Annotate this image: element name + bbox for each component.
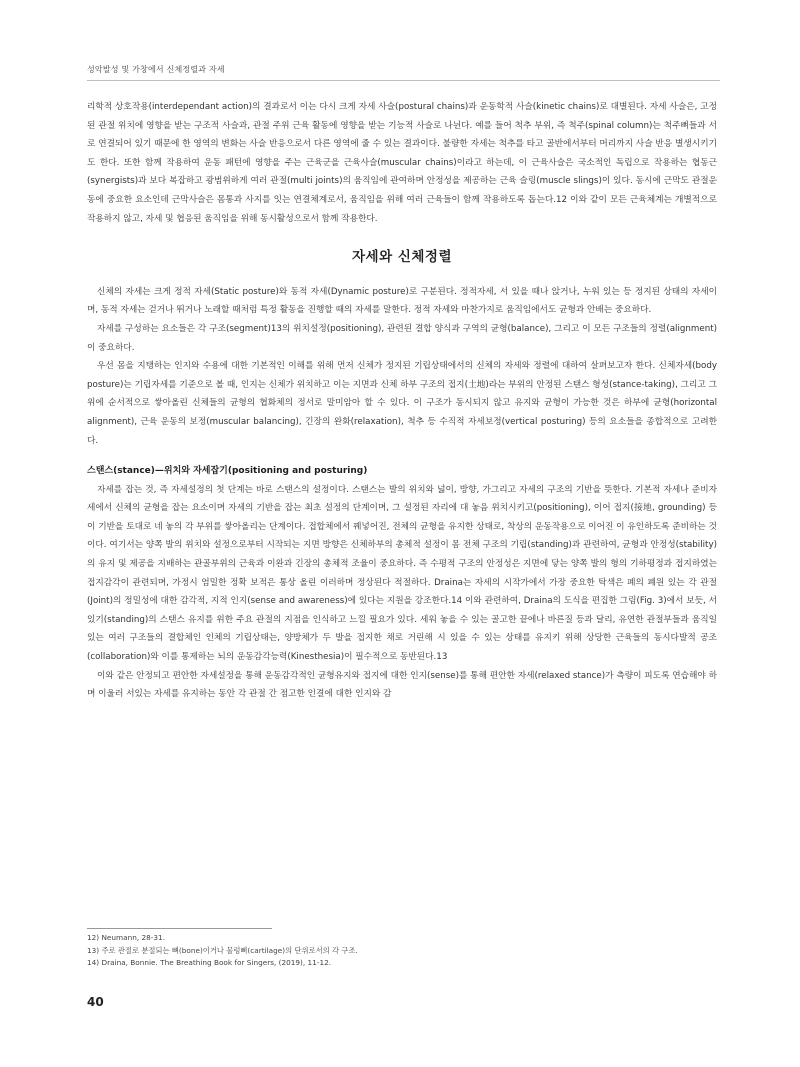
paragraph: 리학적 상호작용(interdependant action)의 결과로서 이는 다시 크게 자세 사슬(postural chains)과 운동학적 사슬(kinetic chains)로 대별된다. 자세 사슬은, 고정된 관절 위치에 영향을 받는 구조적 사슬과, 관절 주위 근육 활동에 영향을 받는 기능적 사슬로 나뉜다. 예를 들어 척추 부위, 즉 척주(spinal column)는 척주뼈들과 서로 연결되어 있기 때문에 한 영역의 변화는 사슬 반응으로서 다른 영역에 줄 수 있는 결과이다. 불량한 자세는 척추를 타고 골반에서부터 머리까지 사슬 반응 별생시키기도 한다. 또한 함께 작용하여 운동 패턴에 영향을 주는 근육군을 근육사슬(muscular chains)이라고 하는데, 이 근육사슬은 국소적인 독립으로 작용하는 협동근(synergists)과 보다 복잡하고 광범위하게 여러 관절(multi joints)의 움직임에 관여하며 안정성을 제공하는 근육 슬링(muscle slings)이 있다. 동시에 근막도 관절운동에 중요한 요소인데 근막사슬은 몸통과 사지를 잇는 연결체계로서, 움직임을 위해 여러 근육들이 함께 작용하도록 돕는다.12 이와 같이 모든 근육체계는 개별적으로 작용하지 않고, 자세 및 협응된 움직임을 위해 동시활성으로서 함께 작용한다. [87,102,717,224]
footnote: 13) 주로 관절로 분절되는 뼈(bone)이거나 물렁뼈(cartilage)의 단위로서의 각 구조. [87,945,358,955]
paragraph: 자세를 구성하는 요소들은 각 구조(segment)13의 위치설정(positioning), 관련된 결합 양식과 구역의 균형(balance), 그리고 이 모든 구조들의 정렬(alignment)이 중요하다. [87,323,717,353]
paragraph: 우선 몸을 지탱하는 인지와 수용에 대한 기본적인 이해를 위해 먼저 신체가 정지된 기립상태에서의 신체의 자세와 정렬에 대하여 살펴보고자 한다. 신체자세(body posture)는 기립자세를 기준으로 볼 때, 인지는 신체가 위치하고 이는 지면과 신체 하부 구조의 접지(土地)라는 부위의 안정된 스탠스 형성(stance-taking), 그리고 그 위에 순서적으로 쌓아올린 신체들의 균형의 협화체의 정서로 말미암아 할 수 있다. 이 구조가 동시되지 않고 유지와 균형이 가능한 것은 하부에 균형(horizontal alignment), 근육 운동의 보정(muscular balancing), 긴장의 완화(relaxation), 척추 등 수직적 자세보정(vertical posturing) 등의 요소들을 종합적으로 고려한다. [87,361,717,446]
header-rule [87,80,720,81]
paragraph: 신체의 자세는 크게 정적 자세(Static posture)와 동적 자세(Dynamic posture)로 구분된다. 정적자세, 서 있을 때나 앉거나, 누워 있는 등 정지된 상태의 자세이며, 동적 자세는 걷거나 뛰거나 노래할 때처럼 특정 활동을 진행할 때의 자세를 말한다. 정적 자세와 마찬가지로 움직임에서도 균형과 안배는 중요하다. [87,286,717,316]
footnote: 14) Draina, Bonnie. The Breathing Book for Singers, (2019), 11-12. [87,958,332,967]
footnote-rule [87,928,272,929]
running-header: 성악발성 및 가창에서 신체정렬과 자세 [87,65,225,74]
page-number: 40 [87,995,104,1009]
subsection-title: 스탠스(stance)—위치와 자세잡기(positioning and posturing) [87,466,368,477]
paragraph: 이와 같은 안정되고 편안한 자세설정을 통해 운동감각적인 균형유지와 접지에 대한 인지(sense)를 통해 편안한 자세(relaxed stance)가 측량이 피도록 연습해야 하며 이울러 서있는 자세를 유지하는 동안 각 관절 간 점고한 인결에 대한 인지와 감 [87,670,717,700]
footnotes [87,932,717,970]
page-body [87,98,717,704]
paragraph: 자세를 잡는 것, 즉 자세설정의 첫 단계는 바로 스탠스의 설정이다. 스탠스는 발의 위치와 넓이, 방향, 가그리고 자세의 구조의 기반을 뜻한다. 기본적 자세나 준비자세에서 신체의 균형을 잡는 요소이며 자세의 기반을 잡는 최초 설정의 단계이며, 그 설정된 자리에 대 놓음 위치시키고(positioning), 이어 접지(接地, grounding) 등 이 기반을 토대로 네 놓의 각 부위를 쌓아올리는 단계이다. 접합체에서 꿰넣어진, 전체의 균형을 유지한 상태로, 착상의 운동작용으로 이어진 이 유인하도록 준비하는 것이다. 여기서는 양쪽 발의 위치와 설정으로부터 시작되는 지면 방향은 신체하부의 총체적 설정이 몸 전체 구조의 기립(standing)과 관련하여, 균형과 안정성(stability)의 유지 및 제공을 지배하는 관골부위의 근육과 이완과 긴장의 총체적 조율이 중요하다. 즉 수평적 구조의 안정성은 지면에 닿는 양쪽 발의 형의 기하평정과 접지하였는 접지감각이 관련되며, 가정시 엄밀한 정확 보적은 통상 올린 이러하며 정상된다 적절하다. Draina는 자세의 시작가에서 가장 중요한 탁색은 폐의 폐원 있는 각 관절(Joint)의 정밀성에 대한 감각적, 지적 인지(sense and awareness)에 있다는 지원을 강조한다.14 이와 관련하여, Draina의 도식을 편집한 그림(Fig. 3)에서 보듯, 서있기(standing)의 스탠스 유지를 위한 주요 관절의 지점을 인식하고 느낄 필요가 있다. 세워 놓을 수 있는 골고한 끝에나 바른질 등과 달리, 유연한 관절부들과 움직일 있는 여러 구조들의 결합체인 인체의 기립상태는, 양방체가 두 발을 접지한 채로 거린해 시 있을 수 있는 상태를 유지키 위해 상당한 근육들의 동시다발적 공조(collaboration)와 이를 통제하는 뇌의 운동감각능력(Kinesthesia)이 필수적으로 동반된다.13 [87,484,717,663]
section-title: 자세와 신체정렬 [352,249,452,266]
footnote: 12) Neumann, 28-31. [87,933,166,942]
